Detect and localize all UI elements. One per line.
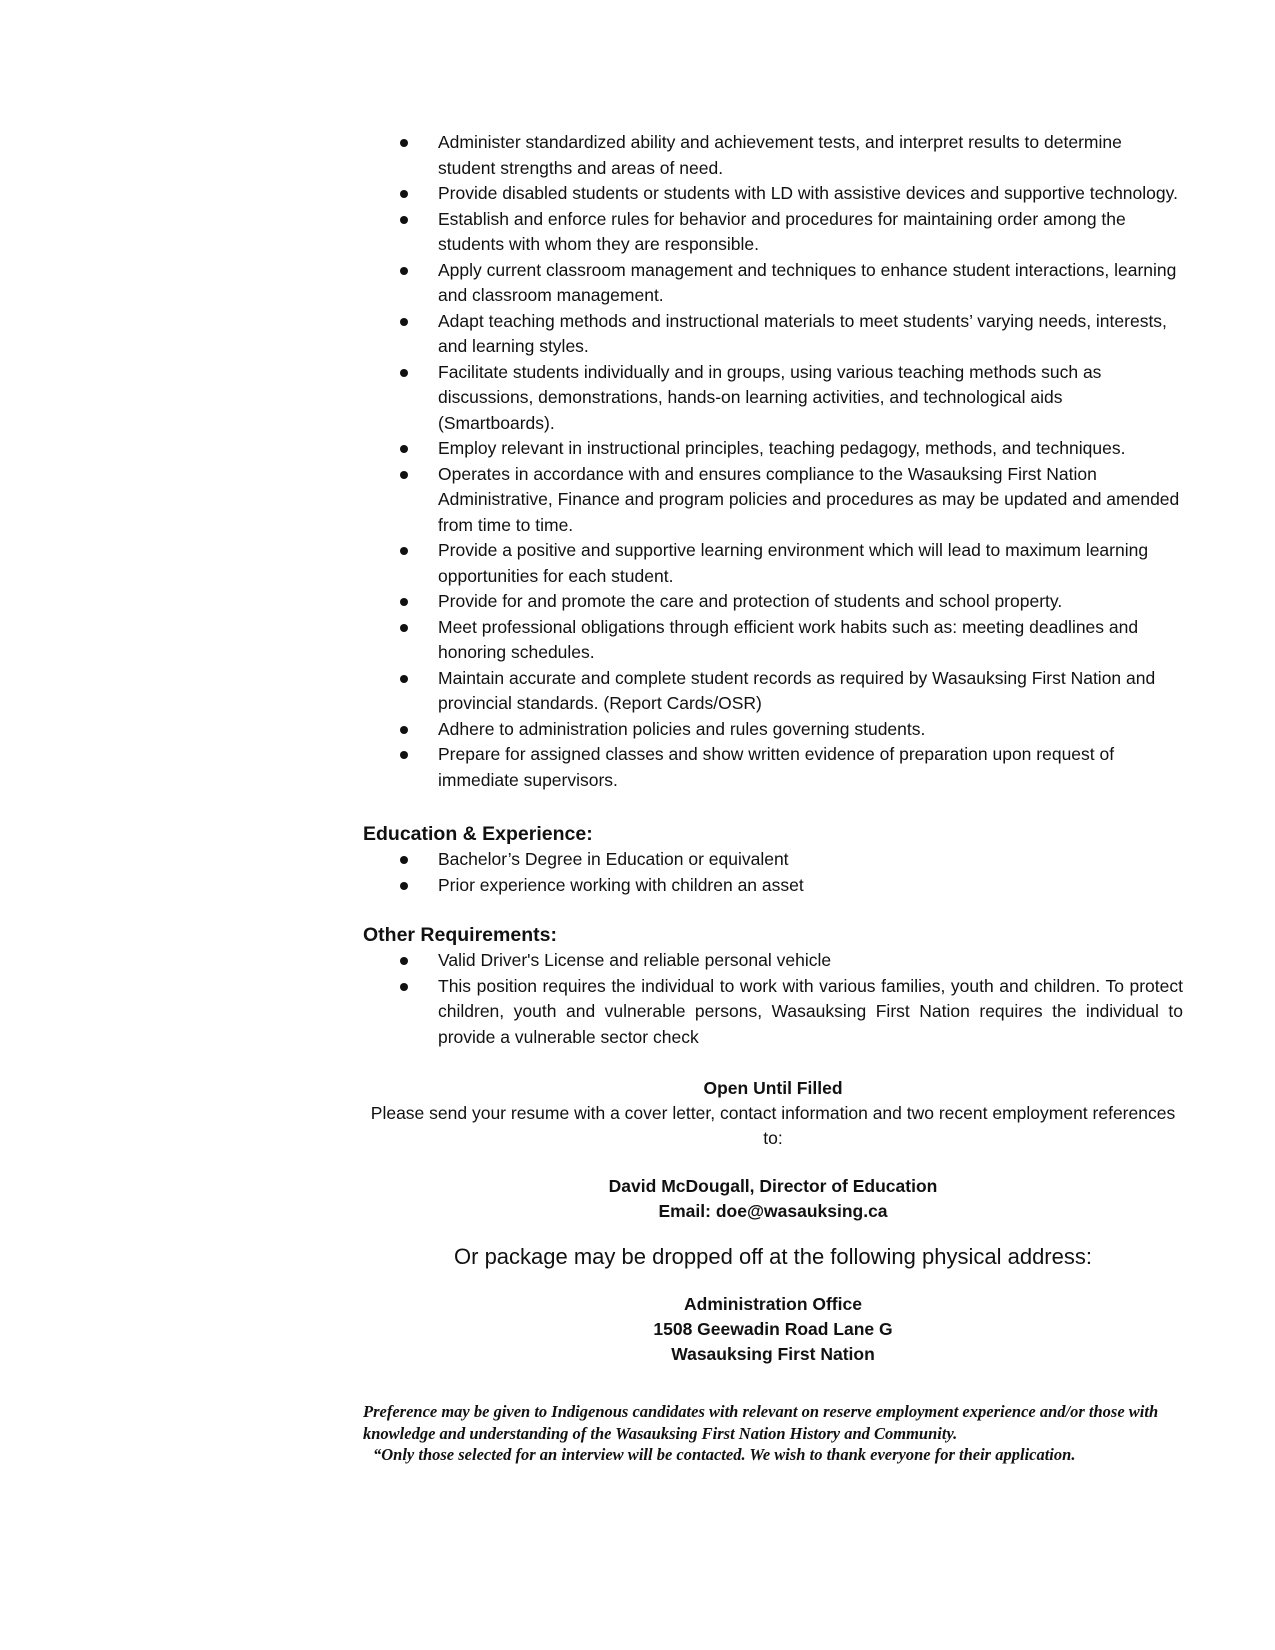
list-item: Meet professional obligations through efficient work habits such as: meeting deadlines and honoring schedules. [363,615,1183,666]
application-instructions: Please send your resume with a cover letter, contact information and two recent employment references to: [370,1103,1176,1148]
list-item: Provide a positive and supportive learning environment which will lead to maximum learning opportunities for each student. [363,538,1183,589]
list-item: Adhere to administration policies and rules governing students. [363,717,1183,743]
duties-list [363,130,1183,793]
list-item: Employ relevant in instructional principles, teaching pedagogy, methods, and techniques. [363,436,1183,462]
list-item: Facilitate students individually and in groups, using various teaching methods such as discussions, demonstrations, hands-on learning activities, and technological aids (Smartboards). [363,360,1183,437]
dropoff-text: Or package may be dropped off at the following physical address: [454,1244,1092,1269]
list-item: Operates in accordance with and ensures compliance to the Wasauksing First Nation Administrative, Finance and program policies and procedures as may be updated and amended from time to time. [363,462,1183,539]
other-requirements-heading: Other Requirements: [363,924,557,946]
list-item: Prepare for assigned classes and show written evidence of preparation upon request of immediate supervisors. [363,742,1183,793]
list-item: Provide for and promote the care and protection of students and school property. [363,589,1183,615]
list-item: Administer standardized ability and achievement tests, and interpret results to determine student strengths and areas of need. [363,130,1183,181]
list-item: Maintain accurate and complete student records as required by Wasauksing First Nation and provincial standards. (Report Cards/OSR) [363,666,1183,717]
list-item: Adapt teaching methods and instructional materials to meet students’ varying needs, interests, and learning styles. [363,309,1183,360]
address-line: Administration Office [684,1294,862,1314]
list-item: Prior experience working with children an asset [363,873,1183,899]
preference-note [363,1401,1183,1466]
contact-email: Email: doe@wasauksing.ca [658,1201,888,1221]
contact-name: David McDougall, Director of Education [608,1176,938,1196]
selection-text: “Only those selected for an interview will be contacted. We wish to thank everyone for their application. [373,1445,1076,1464]
list-item: This position requires the individual to work with various families, youth and children. To protect children, youth and vulnerable persons, Wasauksing First Nation requires the individual to provide a vulnerable sector check [363,974,1183,1051]
list-item: Provide disabled students or students with LD with assistive devices and supportive technology. [363,181,1183,207]
list-item: Bachelor’s Degree in Education or equivalent [363,847,1183,873]
preference-text: Preference may be given to Indigenous candidates with relevant on reserve employment experience and/or those with knowledge and understanding of the Wasauksing First Nation History and Community. [363,1402,1159,1443]
education-list [363,847,1183,898]
list-item: Valid Driver's License and reliable personal vehicle [363,948,1183,974]
address-line: 1508 Geewadin Road Lane G [653,1319,893,1339]
list-item: Establish and enforce rules for behavior and procedures for maintaining order among the students with whom they are responsible. [363,207,1183,258]
list-item: Apply current classroom management and techniques to enhance student interactions, learning and classroom management. [363,258,1183,309]
posting-status: Open Until Filled [703,1078,843,1098]
address-line: Wasauksing First Nation [671,1344,875,1364]
address-block [363,1292,1183,1367]
other-requirements-list [363,948,1183,1050]
job-posting-page [363,130,1183,1466]
contact-block [363,1174,1183,1224]
education-heading: Education & Experience: [363,823,593,845]
